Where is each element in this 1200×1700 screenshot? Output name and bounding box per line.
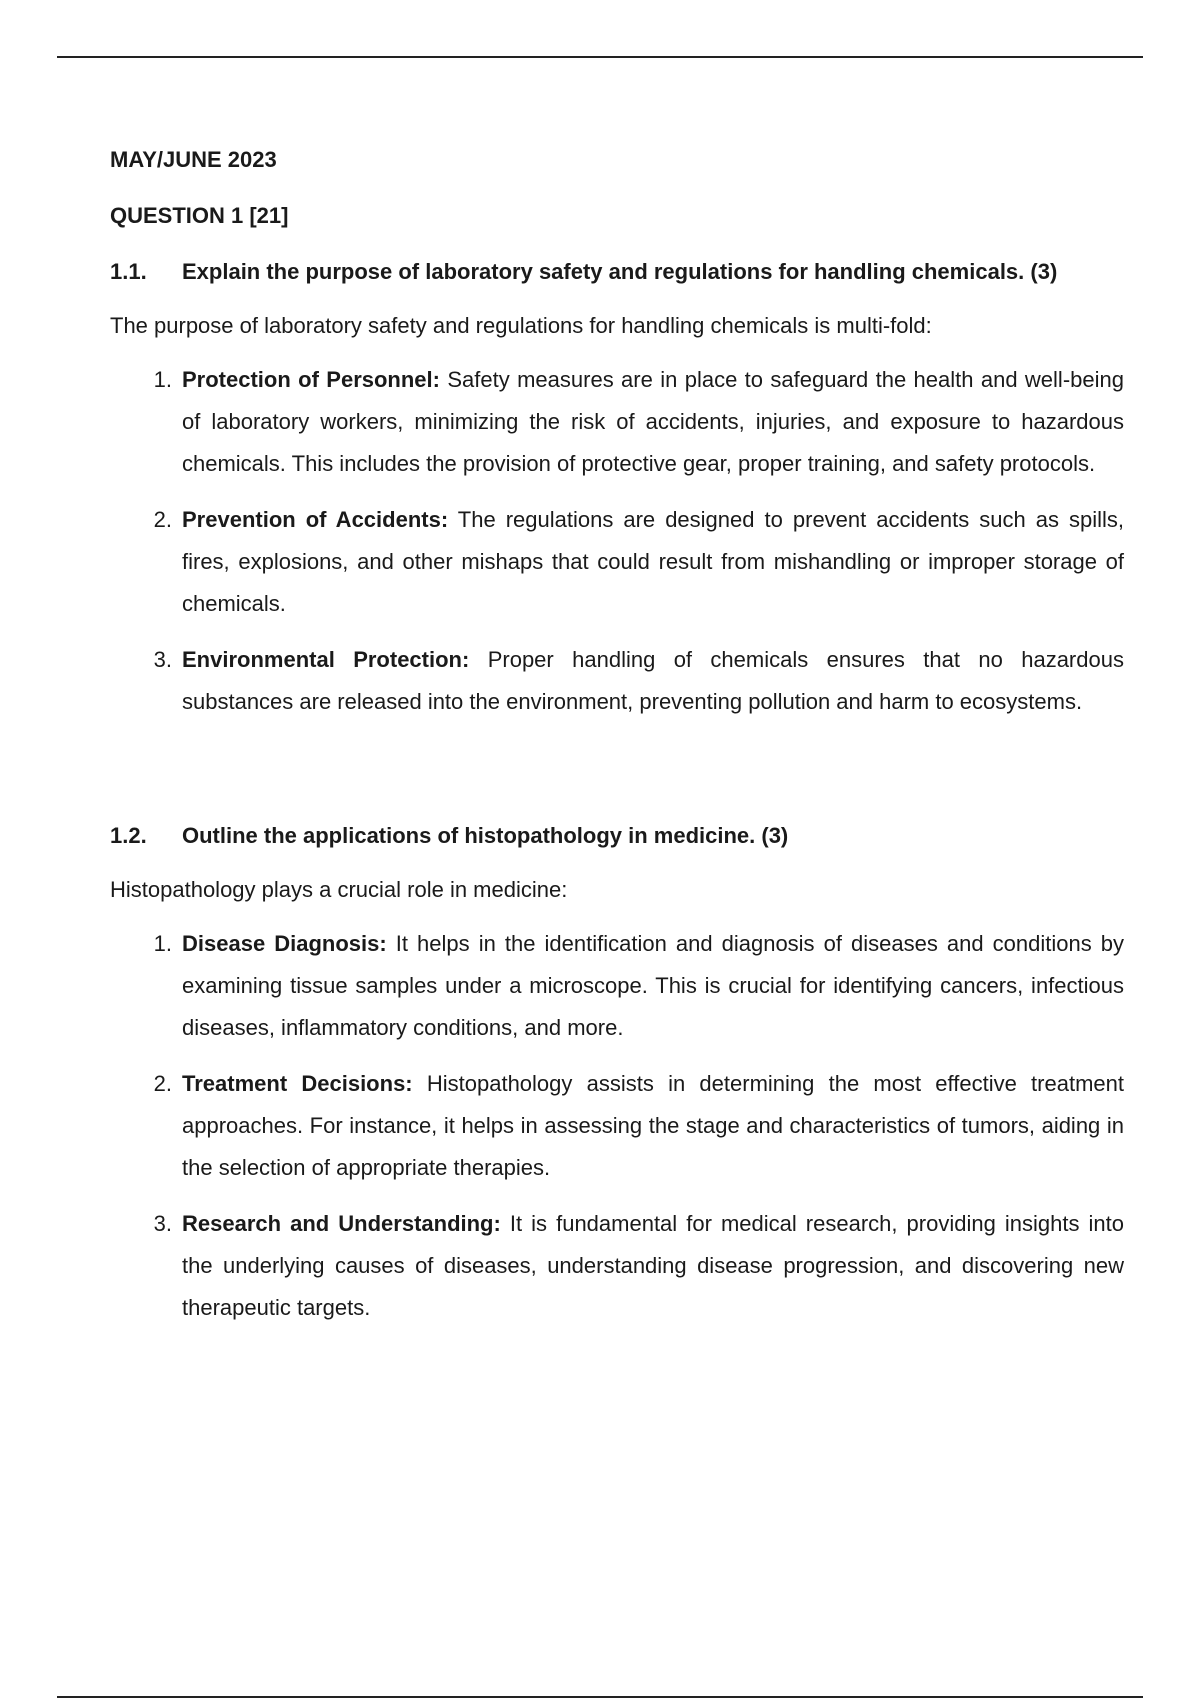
list-item-text: It is fundamental for medical research, providing insights into the underlying causes of diseases, understanding disease progression, and discovering new therapeutic targets. <box>182 1211 1124 1320</box>
list-item <box>110 1063 1124 1189</box>
list-item-term: Treatment Decisions: <box>182 1071 413 1096</box>
top-rule <box>57 56 1143 58</box>
list-item-marker: 1. <box>153 931 172 956</box>
list-item <box>110 639 1124 723</box>
list-item-marker: 2. <box>153 1071 172 1096</box>
question-1-1-prompt: Explain the purpose of laboratory safety and regulations for handling chemicals. (3) <box>182 259 1058 284</box>
list-item <box>110 1203 1124 1329</box>
question-heading: QUESTION 1 [21] <box>110 203 289 228</box>
list-item-text: Histopathology assists in determining the most effective treatment approaches. For instance, it helps in assessing the stage and characteristics of tumors, aiding in the selection of appropriate therapies. <box>182 1071 1124 1180</box>
question-1-2-prompt: Outline the applications of histopathology in medicine. (3) <box>182 823 789 848</box>
list-item-marker: 2. <box>153 507 172 532</box>
list-item-body <box>182 1203 1124 1329</box>
list-item-term: Research and Understanding: <box>182 1211 501 1236</box>
list-item-text: Safety measures are in place to safeguard the health and well-being of laboratory workers, minimizing the risk of accidents, injuries, and exposure to hazardous chemicals. This includes the provision of protective gear, proper training, and safety protocols. <box>182 367 1124 476</box>
list-item <box>110 923 1124 1049</box>
question-1-2-intro: Histopathology plays a crucial role in medicine: <box>110 877 568 902</box>
list-item <box>110 499 1124 625</box>
document-content <box>110 143 1124 1343</box>
question-1-1-answer-list <box>110 359 1124 723</box>
exam-date: MAY/JUNE 2023 <box>110 147 277 172</box>
list-item-body <box>182 1063 1124 1189</box>
list-item-body <box>182 639 1124 723</box>
bottom-rule <box>57 1696 1143 1698</box>
list-item-marker: 3. <box>153 1211 172 1236</box>
list-item-term: Environmental Protection: <box>182 647 470 672</box>
list-item-body <box>182 359 1124 485</box>
section-spacer <box>110 737 1124 797</box>
list-item-text: Proper handling of chemicals ensures that no hazardous substances are released into the environment, preventing pollution and harm to ecosystems. <box>182 647 1124 714</box>
list-item-body <box>182 923 1124 1049</box>
question-1-2-answer-list <box>110 923 1124 1329</box>
list-item-term: Protection of Personnel: <box>182 367 440 392</box>
question-1-1-intro: The purpose of laboratory safety and regulations for handling chemicals is multi-fold: <box>110 313 932 338</box>
question-1-2-heading <box>110 815 1124 857</box>
list-item-body <box>182 499 1124 625</box>
list-item-marker: 1. <box>153 367 172 392</box>
list-item-text: It helps in the identification and diagnosis of diseases and conditions by examining tissue samples under a microscope. This is crucial for identifying cancers, infectious diseases, inflammatory conditions, and more. <box>182 931 1125 1040</box>
question-1-2-number: 1.2. <box>110 823 147 848</box>
list-item-term: Prevention of Accidents: <box>182 507 449 532</box>
question-1-1-number: 1.1. <box>110 259 147 284</box>
list-item <box>110 359 1124 485</box>
list-item-marker: 3. <box>153 647 172 672</box>
list-item-text: The regulations are designed to prevent accidents such as spills, fires, explosions, and other mishaps that could result from mishandling or improper storage of chemicals. <box>182 507 1125 616</box>
list-item-term: Disease Diagnosis: <box>182 931 387 956</box>
question-1-1-heading <box>110 251 1124 293</box>
